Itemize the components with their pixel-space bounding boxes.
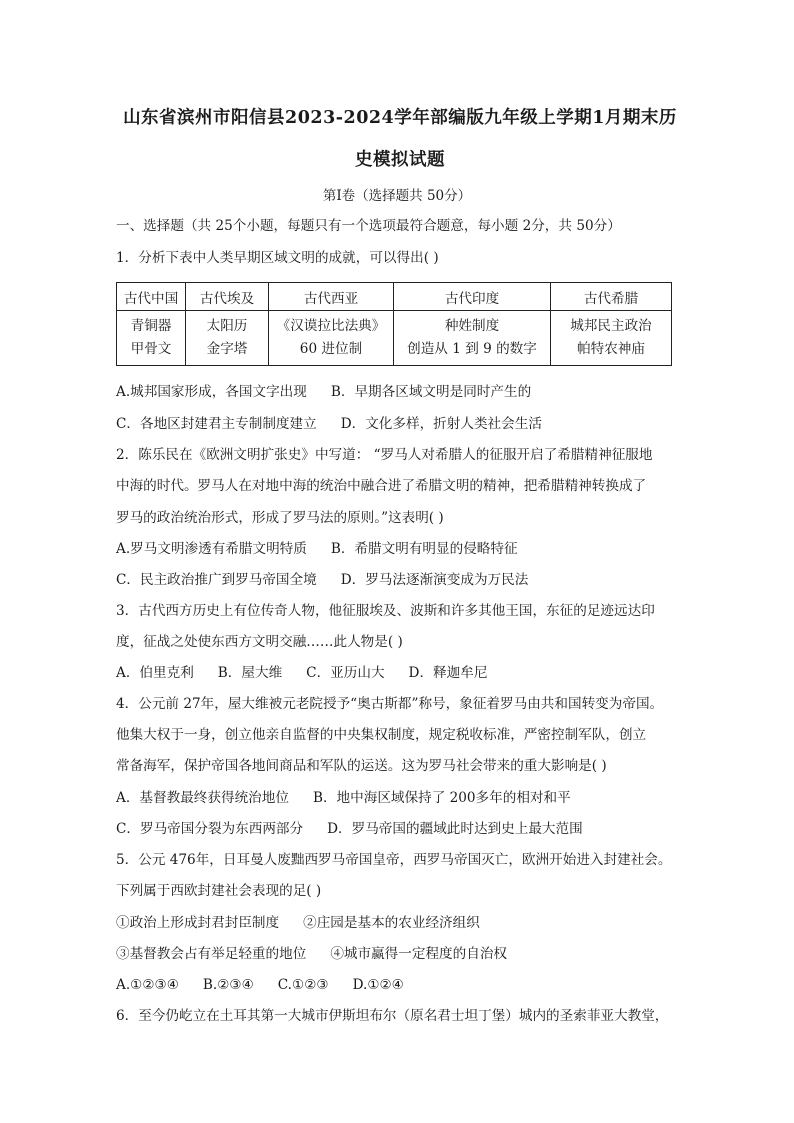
option-c[interactable]: C．罗马帝国分裂为东西两部分 [116, 821, 304, 837]
question-4-stem-line: 他集大权于一身，创立他亲自监督的中央集权制度，规定税收标准，严密控制军队，创立 [116, 727, 647, 743]
option-d[interactable]: D．罗马帝国的疆域此时达到史上最大范围 [327, 821, 583, 837]
cell-text: 创造从 1 到 9 的数字 [407, 341, 537, 357]
option-b[interactable]: B．屋大维 [217, 665, 283, 681]
option-a[interactable]: A．伯里克利 [116, 665, 194, 681]
question-2-stem-line: 中海的时代。罗马人在对地中海的统治中融合进了希腊文明的精神，把希腊精神转换成了 [116, 478, 647, 494]
cell-text: 帕特农神庙 [577, 341, 645, 357]
question-5-stem-line: 5．公元 476年，日耳曼人废黜西罗马帝国皇帝，西罗马帝国灭亡，欧洲开始进入封建社会。 [116, 852, 672, 868]
volume-heading: 第Ⅰ卷（选择题共 50分） [322, 188, 472, 204]
cell-text: 城邦民主政治 [570, 318, 652, 334]
question-2-stem-line: 2．陈乐民在《欧洲文明扩张史》中写道： “罗马人对希腊人的征服开启了希腊精神征服地 [116, 447, 653, 463]
option-d[interactable]: D.①②④ [352, 977, 404, 993]
question-4-stem-line: 4．公元前 27年，屋大维被元老院授予“奥古斯都”称号，象征着罗马由共和国转变为帝国。 [116, 696, 664, 712]
table-cell [186, 311, 269, 366]
table-cell [551, 311, 672, 366]
statement-4: ④城市赢得一定程度的自治权 [330, 946, 508, 962]
question-5-options [116, 975, 686, 995]
option-b[interactable]: B．地中海区域保持了 200多年的相对和平 [312, 790, 571, 806]
exam-title-line-1: 山东省滨州市阳信县2023-2024学年部编版九年级上学期1月期末历 [123, 108, 677, 128]
question-3-stem-line: 3．古代西方历史上有位传奇人物，他征服埃及、波斯和许多其他王国，东征的足迹远达印 [116, 603, 655, 619]
question-2-stem-line: 罗马的政治统治形式，形成了罗马法的原则。”这表明( ) [116, 510, 444, 526]
option-c[interactable]: C．各地区封建君主专制制度建立 [116, 416, 317, 432]
option-b[interactable]: B.②③④ [202, 977, 254, 993]
question-6-stem-line: 6．至今仍屹立在土耳其第一大城市伊斯坦布尔（原名君士坦丁堡）城内的圣索菲亚大教堂， [116, 1008, 669, 1024]
table-cell [269, 311, 394, 366]
exam-title-line-2: 史模拟试题 [355, 150, 445, 170]
question-2-options-row-1 [116, 539, 686, 559]
table-cell [394, 311, 551, 366]
question-3-options [116, 663, 686, 683]
statement-1: ①政治上形成封君封臣制度 [116, 915, 280, 931]
cell-text: 金字塔 [206, 341, 248, 357]
option-d[interactable]: D．释迦牟尼 [408, 665, 488, 681]
question-1-options-row-2 [116, 414, 686, 434]
option-d[interactable]: D．文化多样，折射人类社会生活 [340, 416, 542, 432]
civilization-table [116, 282, 672, 366]
table-header-cell: 古代印度 [394, 283, 551, 311]
question-1-options-row-1 [116, 382, 686, 402]
option-b[interactable]: B．早期各区域文明是同时产生的 [330, 384, 532, 400]
question-4-options-row-1 [116, 788, 686, 808]
cell-text: 种姓制度 [444, 318, 500, 334]
table-row [117, 311, 672, 366]
cell-text: 青铜器 [130, 318, 172, 334]
cell-text: 太阳历 [206, 318, 248, 334]
question-2-options-row-2 [116, 570, 686, 590]
question-5-statements-row-2 [116, 944, 686, 964]
option-c[interactable]: C．民主政治推广到罗马帝国全境 [116, 572, 317, 588]
question-5-statements-row-1 [116, 913, 686, 933]
option-b[interactable]: B．希腊文明有明显的侵略特征 [330, 541, 518, 557]
section-heading: 一、选择题（共 25个小题，每题只有一个选项最符合题意，每小题 2分，共 50分） [116, 218, 621, 234]
table-cell [117, 311, 186, 366]
option-c[interactable]: C．亚历山大 [306, 665, 385, 681]
table-header-cell: 古代西亚 [269, 283, 394, 311]
question-3-stem-line: 度，征战之处使东西方文明交融……此人物是( ) [116, 634, 403, 650]
option-a[interactable]: A.①②③④ [116, 977, 179, 993]
option-a[interactable]: A.罗马文明渗透有希腊文明特质 [116, 541, 307, 557]
option-d[interactable]: D．罗马法逐渐演变成为万民法 [340, 572, 529, 588]
option-c[interactable]: C.①②③ [277, 977, 329, 993]
statement-2: ②庄园是基本的农业经济组织 [303, 915, 480, 931]
option-a[interactable]: A．基督教最终获得统治地位 [116, 790, 289, 806]
cell-text: 60 进位制 [299, 341, 363, 357]
table-header-cell: 古代中国 [117, 283, 186, 311]
question-1-stem: 1．分析下表中人类早期区域文明的成就，可以得出( ) [116, 250, 439, 266]
table-header-cell: 古代希腊 [551, 283, 672, 311]
question-4-stem-line: 常备海军，保护帝国各地间商品和军队的运送。这为罗马社会带来的重大影响是( ) [116, 758, 607, 774]
question-5-stem-line: 下列属于西欧封建社会表现的足( ) [116, 883, 322, 899]
cell-text: 甲骨文 [130, 341, 172, 357]
question-4-options-row-2 [116, 819, 686, 839]
option-a[interactable]: A.城邦国家形成，各国文字出现 [116, 384, 307, 400]
table-header-cell: 古代埃及 [186, 283, 269, 311]
table-header-row [117, 283, 672, 311]
cell-text: 《汉谟拉比法典》 [276, 318, 386, 334]
statement-3: ③基督教会占有举足轻重的地位 [116, 946, 307, 962]
